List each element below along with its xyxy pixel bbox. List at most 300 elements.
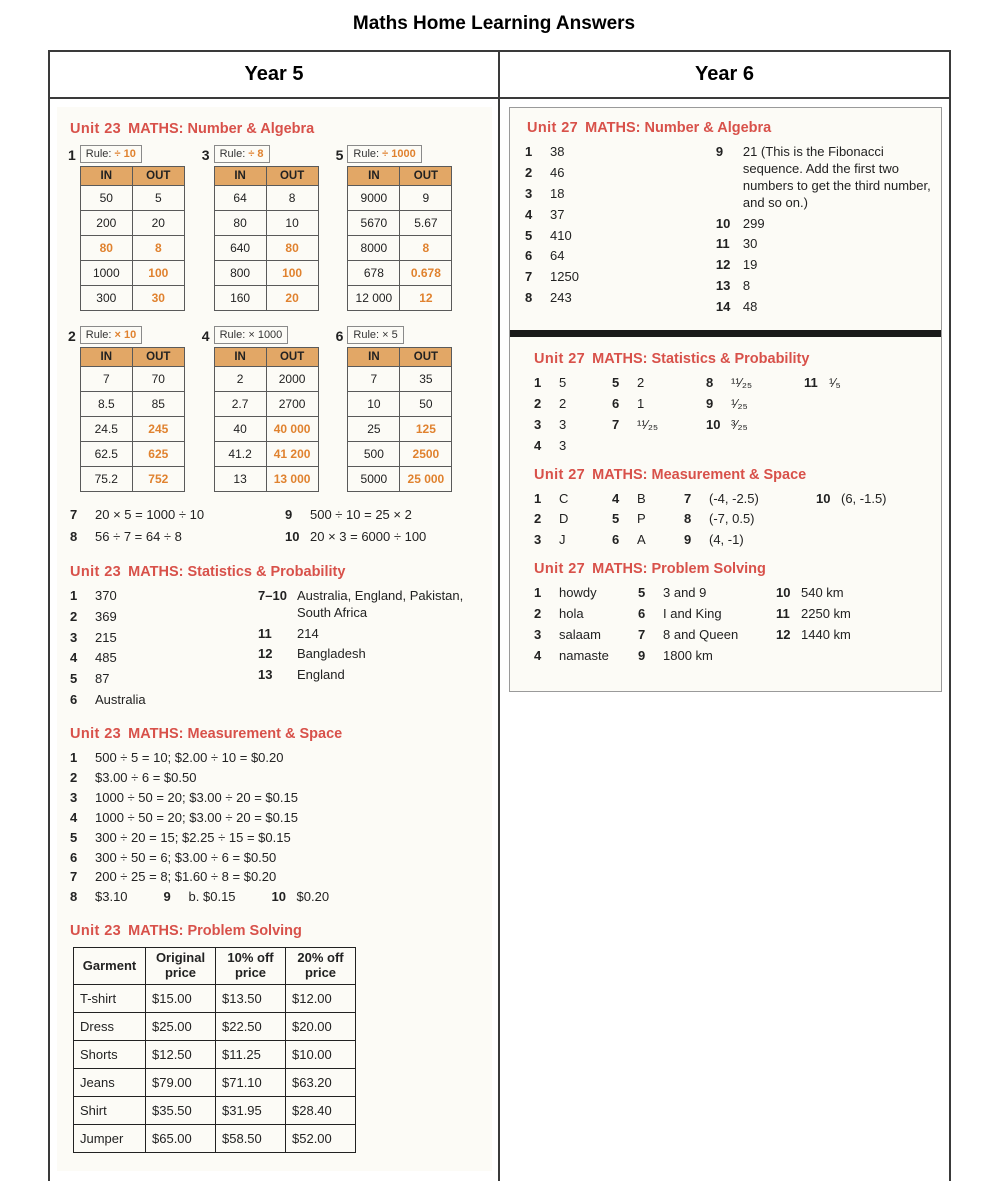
answer-item <box>716 144 933 212</box>
io-header-cell: OUT <box>400 348 452 367</box>
in-out-table <box>347 166 452 311</box>
answer-item <box>534 438 612 455</box>
io-header-cell: IN <box>80 348 132 367</box>
y6-stats-col-3 <box>706 375 804 459</box>
section-title: MATHS: Number & Algebra <box>128 121 315 137</box>
answer-number: 2 <box>525 164 533 180</box>
rule-card <box>80 145 185 311</box>
io-row <box>214 467 318 492</box>
io-out-cell: 2700 <box>266 392 318 417</box>
answer-item <box>70 650 258 667</box>
io-row <box>80 286 184 311</box>
rule-tables-row-1 <box>68 145 484 311</box>
io-in-cell: 200 <box>80 211 132 236</box>
answer-text: 3 <box>559 437 567 453</box>
io-in-cell: 40 <box>214 417 266 442</box>
answer-number: 14 <box>715 299 731 315</box>
answer-number: 5 <box>525 227 533 243</box>
io-in-cell: 62.5 <box>80 442 132 467</box>
answer-number: 9 <box>715 144 724 159</box>
io-header-cell: OUT <box>132 348 184 367</box>
answer-text: ¹¹⁄₂₅ <box>637 416 659 432</box>
answer-text: 87 <box>95 671 110 687</box>
answer-number: 11 <box>715 236 730 252</box>
rule-table-block <box>68 145 185 311</box>
year5-column-header: Year 5 <box>50 52 500 97</box>
io-row <box>348 467 452 492</box>
io-row <box>80 367 184 392</box>
answer-item <box>638 585 776 602</box>
garment-cell: $20.00 <box>286 1013 356 1041</box>
io-header-cell: IN <box>214 348 266 367</box>
answer-item <box>612 532 684 549</box>
stats-left-column <box>70 588 258 713</box>
rule-label: Rule: <box>85 329 115 341</box>
answer-number: 5 <box>70 829 78 845</box>
garment-header-cell: 20% off price <box>286 948 356 985</box>
answer-number: 3 <box>534 416 542 432</box>
garment-cell: T-shirt <box>74 985 146 1013</box>
garment-cell: $15.00 <box>146 985 216 1013</box>
answer-item <box>612 375 706 392</box>
answer-text: (4, -1) <box>709 532 744 548</box>
garment-cell: $31.95 <box>216 1097 286 1125</box>
year6-column-header: Year 6 <box>695 63 754 85</box>
rule-table-block <box>336 145 453 311</box>
answer-text: Bangladesh <box>297 646 366 662</box>
answer-text: (-4, -2.5) <box>709 490 759 506</box>
answer-text: (6, -1.5) <box>841 490 887 506</box>
rule-card <box>347 145 452 311</box>
answer-item <box>684 532 816 549</box>
io-in-cell: 5000 <box>348 467 400 492</box>
io-out-cell: 9 <box>400 186 452 211</box>
answer-number: 1 <box>534 490 542 506</box>
year6-measurement-answers <box>534 491 933 554</box>
io-out-cell: 30 <box>132 286 184 311</box>
garment-header-cell: Garment <box>74 948 146 985</box>
answer-item <box>70 830 484 847</box>
io-out-cell: 12 <box>400 286 452 311</box>
answer-text: 1440 km <box>801 627 851 643</box>
io-out-cell: 20 <box>266 286 318 311</box>
answer-text: salaam <box>559 627 601 643</box>
io-out-cell: 245 <box>132 417 184 442</box>
answer-text: J <box>559 532 566 548</box>
garment-header-cell: Original price <box>146 948 216 985</box>
answer-text: 8 and Queen <box>663 627 739 643</box>
answer-item <box>816 491 887 508</box>
io-header-row <box>214 348 318 367</box>
answer-item <box>525 269 716 286</box>
io-in-cell: 800 <box>214 261 266 286</box>
year5-measurement-heading <box>70 726 484 742</box>
io-row <box>80 467 184 492</box>
answer-number: 12 <box>776 627 791 643</box>
rule-value: ÷ 10 <box>114 148 136 160</box>
answer-item <box>70 869 484 886</box>
answer-item <box>716 278 933 295</box>
answer-item <box>70 609 258 626</box>
unit-label: Unit 27 <box>534 351 586 368</box>
io-out-cell: 8 <box>400 236 452 261</box>
answer-item <box>716 236 933 253</box>
io-header-cell: OUT <box>400 167 452 186</box>
table-body-row <box>50 99 949 1181</box>
answer-number: 11 <box>804 375 818 391</box>
io-in-cell: 2.7 <box>214 392 266 417</box>
garment-cell: $79.00 <box>146 1069 216 1097</box>
rule-table-number: 2 <box>68 328 76 344</box>
io-out-cell: 100 <box>132 261 184 286</box>
answer-text: ¹¹⁄₂₅ <box>731 375 753 391</box>
io-out-cell: 40 000 <box>266 417 318 442</box>
year5-stats-heading <box>70 564 484 580</box>
io-header-row <box>80 167 184 186</box>
y6-meas-col-2 <box>612 491 684 554</box>
answer-item <box>684 511 816 528</box>
answer-text: 46 <box>550 164 565 180</box>
answer-item <box>534 417 612 434</box>
answer-item <box>612 491 684 508</box>
answer-number: 8 <box>706 375 714 391</box>
answer-text: ¹⁄₂₅ <box>731 395 748 411</box>
section-title: MATHS: Statistics & Probability <box>128 563 346 580</box>
answer-number: 6 <box>525 248 533 264</box>
io-header-cell: IN <box>348 167 400 186</box>
io-row <box>80 236 184 261</box>
year6-scan <box>509 107 942 692</box>
unit-label: Unit 23 <box>70 563 122 580</box>
answer-item <box>70 671 258 688</box>
answer-item <box>612 396 706 413</box>
io-in-cell: 50 <box>80 186 132 211</box>
year6-stats-answers <box>534 375 933 459</box>
answer-number: 7 <box>638 627 646 643</box>
io-in-cell: 10 <box>348 392 400 417</box>
answer-number: 6 <box>70 849 78 865</box>
answer-text: 215 <box>95 629 117 645</box>
answer-number: 3 <box>534 627 542 643</box>
answer-text: 1000 ÷ 50 = 20; $3.00 ÷ 20 = $0.15 <box>95 809 298 825</box>
io-header-row <box>80 348 184 367</box>
io-row <box>80 417 184 442</box>
io-out-cell: 41 200 <box>266 442 318 467</box>
answer-number: 3 <box>70 629 78 645</box>
io-header-row <box>214 167 318 186</box>
io-header-cell: OUT <box>132 167 184 186</box>
year6-problem-answers <box>534 585 933 669</box>
y6-meas-col-3 <box>684 491 816 554</box>
answer-item <box>776 585 851 602</box>
answer-number: 8 <box>70 889 78 905</box>
answer-number: 10 <box>285 528 300 544</box>
answer-item <box>525 228 716 245</box>
answer-text: 300 ÷ 50 = 6; $3.00 ÷ 6 = $0.50 <box>95 849 277 865</box>
io-row <box>348 442 452 467</box>
answer-item <box>285 529 426 546</box>
io-in-cell: 25 <box>348 417 400 442</box>
answer-item <box>638 648 776 665</box>
answer-number: 8 <box>684 511 692 527</box>
y6-prob-col-2 <box>638 585 776 669</box>
answer-item <box>706 375 804 392</box>
answer-text: 19 <box>742 257 758 273</box>
answer-number: 3 <box>534 532 542 548</box>
garment-cell: $71.10 <box>216 1069 286 1097</box>
answer-item <box>534 585 638 602</box>
answer-item <box>525 165 716 182</box>
answer-number: 10 <box>706 416 721 432</box>
answer-number: 5 <box>70 671 78 687</box>
answer-item <box>684 491 816 508</box>
answer-number: 2 <box>534 395 542 411</box>
answer-number: 2 <box>534 606 542 622</box>
answer-number: 7 <box>70 869 78 885</box>
measurement-answers <box>70 750 484 886</box>
answer-text: Australia, England, Pakistan, South Africa <box>297 587 464 620</box>
garment-cell: $12.50 <box>146 1041 216 1069</box>
y6-prob-col-3 <box>776 585 851 669</box>
io-out-cell: 50 <box>400 392 452 417</box>
answer-number: 5 <box>612 511 620 527</box>
answer-text: 3 <box>559 416 567 432</box>
answer-number: 2 <box>534 511 542 527</box>
answer-item <box>70 630 258 647</box>
answer-text: 1000 ÷ 50 = 20; $3.00 ÷ 20 = $0.15 <box>95 789 298 805</box>
answer-number: 10 <box>271 889 287 905</box>
answer-text: 1 <box>637 395 645 411</box>
answer-item <box>534 606 638 623</box>
answer-text: namaste <box>559 647 609 663</box>
io-header-row <box>348 348 452 367</box>
io-in-cell: 2 <box>214 367 266 392</box>
answer-text: ¹⁄₅ <box>829 375 841 391</box>
rule-caption <box>214 326 289 344</box>
rule-label: Rule: <box>353 148 383 160</box>
rule-value: × 5 <box>382 329 398 341</box>
year6-stats-heading <box>534 351 933 367</box>
garment-cell: Jumper <box>74 1125 146 1153</box>
answer-item <box>70 507 285 524</box>
answer-item <box>525 207 716 224</box>
answer-text: 64 <box>550 248 565 264</box>
rule-label: Rule: <box>219 148 249 160</box>
answer-text: $3.10 <box>95 889 128 905</box>
answer-text: 56 ÷ 7 = 64 ÷ 8 <box>95 528 182 544</box>
answer-text: b. $0.15 <box>188 889 236 905</box>
answer-number: 12 <box>715 257 731 273</box>
answer-text: D <box>559 511 569 527</box>
answer-text: 300 ÷ 20 = 15; $2.25 ÷ 15 = $0.15 <box>95 829 291 845</box>
answer-text: $3.00 ÷ 6 = $0.50 <box>95 770 197 786</box>
answer-item <box>272 889 330 906</box>
answer-item <box>258 588 465 622</box>
rule-value: × 1000 <box>248 329 283 341</box>
answer-item <box>164 889 236 906</box>
answer-text: A <box>637 532 646 548</box>
section-divider <box>510 330 941 337</box>
answer-text: 485 <box>95 650 117 666</box>
answer-item <box>258 667 465 684</box>
year5-number-algebra-heading <box>70 121 484 137</box>
answer-item <box>70 790 484 807</box>
answer-number: 1 <box>525 144 533 159</box>
answer-number: 1 <box>534 585 542 601</box>
answer-item <box>716 299 933 316</box>
answer-item <box>534 511 612 528</box>
io-out-cell: 125 <box>400 417 452 442</box>
io-in-cell: 640 <box>214 236 266 261</box>
garment-cell: $35.50 <box>146 1097 216 1125</box>
io-row <box>348 417 452 442</box>
answer-text: 2250 km <box>801 606 851 622</box>
answer-item <box>612 511 684 528</box>
rule-table-number: 3 <box>201 147 210 163</box>
answer-text: 500 ÷ 10 = 25 × 2 <box>310 507 412 522</box>
io-out-cell: 70 <box>132 367 184 392</box>
year6-cell <box>500 99 949 1181</box>
rule-label: Rule: <box>85 148 115 160</box>
y6-stats-col-2 <box>612 375 706 459</box>
garment-cell: $28.40 <box>286 1097 356 1125</box>
answer-text: 1800 km <box>663 647 713 663</box>
answer-text: (-7, 0.5) <box>709 511 755 527</box>
in-out-table <box>214 347 319 492</box>
answer-number: 11 <box>776 606 790 622</box>
garment-row <box>74 1069 356 1097</box>
rule-value: × 10 <box>114 329 137 341</box>
io-row <box>214 261 318 286</box>
io-out-cell: 80 <box>266 236 318 261</box>
answer-item <box>638 606 776 623</box>
io-row <box>214 442 318 467</box>
io-out-cell: 13 000 <box>266 467 318 492</box>
year5-stats-answers <box>70 588 484 713</box>
answer-number: 8 <box>525 290 533 306</box>
answer-text: 214 <box>297 625 319 641</box>
answer-number: 3 <box>525 185 533 201</box>
answer-text: 5 <box>559 375 567 391</box>
io-in-cell: 80 <box>214 211 266 236</box>
answer-item <box>70 692 258 709</box>
answer-number: 7–10 <box>258 587 287 603</box>
io-out-cell: 85 <box>132 392 184 417</box>
answer-item <box>706 396 804 413</box>
section-title: MATHS: Measurement & Space <box>592 466 807 483</box>
answer-text: $0.20 <box>296 889 330 905</box>
answer-item <box>70 750 484 767</box>
rule-table-number: 5 <box>335 147 344 163</box>
io-in-cell: 160 <box>214 286 266 311</box>
io-out-cell: 5 <box>132 186 184 211</box>
io-row <box>348 186 452 211</box>
io-out-cell: 8 <box>132 236 184 261</box>
io-in-cell: 7 <box>80 367 132 392</box>
rule-table-block <box>68 326 185 492</box>
year6-measurement-heading <box>534 467 933 483</box>
io-in-cell: 13 <box>214 467 266 492</box>
io-row <box>348 367 452 392</box>
garment-table <box>73 947 356 1153</box>
answer-number: 10 <box>776 585 791 601</box>
unit-label: Unit 27 <box>534 466 586 483</box>
rule-caption <box>214 145 270 163</box>
rule-value: ÷ 1000 <box>382 148 416 160</box>
garment-cell: Shorts <box>74 1041 146 1069</box>
answer-item <box>525 290 716 307</box>
answer-text: 8 <box>742 278 751 294</box>
io-header-row <box>348 167 452 186</box>
garment-cell: $10.00 <box>286 1041 356 1069</box>
io-out-cell: 8 <box>266 186 318 211</box>
answer-number: 5 <box>612 375 620 391</box>
answer-number: 4 <box>70 809 78 825</box>
answer-number: 10 <box>816 490 831 506</box>
page-title: Maths Home Learning Answers <box>352 13 636 34</box>
year5-scan <box>57 107 492 1171</box>
io-row <box>80 392 184 417</box>
answer-number: 1 <box>70 587 78 603</box>
answer-item <box>70 770 484 787</box>
answer-text: 243 <box>550 290 572 306</box>
io-row <box>214 186 318 211</box>
io-row <box>80 186 184 211</box>
answer-number: 4 <box>70 650 78 666</box>
y6-stats-col-1 <box>534 375 612 459</box>
y6-prob-col-1 <box>534 585 638 669</box>
garment-header-cell: 10% off price <box>216 948 286 985</box>
answer-number: 7 <box>70 507 78 522</box>
answer-text: 2 <box>637 375 645 391</box>
io-out-cell: 752 <box>132 467 184 492</box>
section-title: MATHS: Problem Solving <box>592 561 766 578</box>
answer-number: 4 <box>525 206 533 222</box>
answer-text: I and King <box>663 606 722 622</box>
answer-number: 1 <box>534 375 542 391</box>
answer-number: 13 <box>715 278 731 294</box>
garment-row <box>74 1125 356 1153</box>
na-right-column <box>716 144 933 320</box>
io-header-cell: IN <box>348 348 400 367</box>
answer-number: 7 <box>612 416 620 432</box>
rule-caption <box>347 326 403 344</box>
answer-number: 4 <box>612 490 620 506</box>
io-header-cell: OUT <box>266 167 318 186</box>
io-out-cell: 5.67 <box>400 211 452 236</box>
answer-text: 48 <box>742 299 758 315</box>
answer-item <box>612 417 706 434</box>
answer-item <box>716 216 933 233</box>
io-out-cell: 625 <box>132 442 184 467</box>
answer-text: howdy <box>559 585 597 601</box>
answer-text: 299 <box>742 215 765 231</box>
answer-item <box>776 606 851 623</box>
io-out-cell: 20 <box>132 211 184 236</box>
io-in-cell: 75.2 <box>80 467 132 492</box>
garment-cell: Dress <box>74 1013 146 1041</box>
garment-cell: Shirt <box>74 1097 146 1125</box>
rule-table-number: 6 <box>335 328 344 344</box>
io-in-cell: 8000 <box>348 236 400 261</box>
io-out-cell: 10 <box>266 211 318 236</box>
io-row <box>348 392 452 417</box>
equations-right <box>285 507 426 551</box>
answer-number: 8 <box>70 528 78 544</box>
rule-card <box>80 326 185 492</box>
answer-text: 37 <box>550 206 565 222</box>
garment-cell: $13.50 <box>216 985 286 1013</box>
